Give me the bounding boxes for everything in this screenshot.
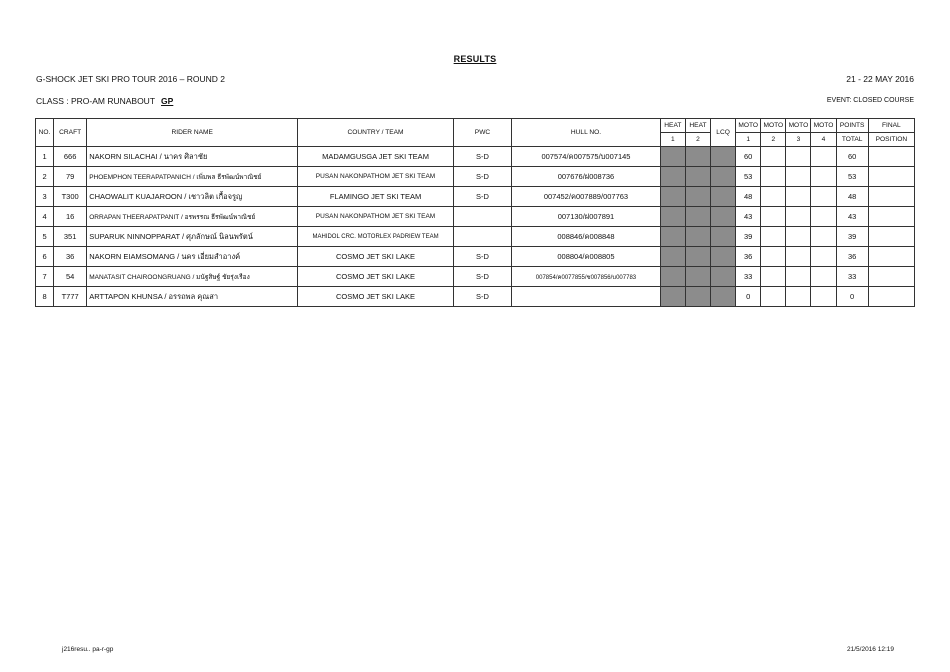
cell-moto-4	[811, 187, 836, 207]
cell-heat-2	[685, 287, 710, 307]
cell-craft: 79	[54, 167, 87, 187]
event-type: EVENT: CLOSED COURSE	[826, 97, 914, 104]
cell-heat-1	[660, 207, 685, 227]
cell-rider: NAKORN EIAMSOMANG / นคร เอี่ยมสำอางค์	[87, 247, 298, 267]
cell-pwc: S-D	[453, 187, 511, 207]
cell-lcq	[711, 267, 736, 287]
cell-lcq	[711, 167, 736, 187]
col-pwc: PWC	[453, 119, 511, 147]
cell-moto-3	[786, 207, 811, 227]
cell-rider: ARTTAPON KHUNSA / อรรถพล คุณสา	[87, 287, 298, 307]
col-moto-4-num: 4	[811, 133, 836, 147]
table-row	[36, 287, 915, 307]
cell-heat-1	[660, 147, 685, 167]
col-lcq: LCQ	[711, 119, 736, 147]
cell-rider: SUPARUK NINNOPPARAT / ศุภลักษณ์ นิลนพรัตน์	[87, 227, 298, 247]
cell-hull: 007854/ค0077855/ช007856/บ007783	[512, 267, 661, 287]
cell-lcq	[711, 227, 736, 247]
cell-lcq	[711, 287, 736, 307]
col-moto-2: MOTO	[761, 119, 786, 133]
header-row-top	[36, 119, 915, 133]
cell-heat-2	[685, 207, 710, 227]
col-moto-2-num: 2	[761, 133, 786, 147]
cell-team: PUSAN NAKONPATHOM JET SKI TEAM	[298, 167, 454, 187]
cell-craft: T777	[54, 287, 87, 307]
cell-no: 4	[36, 207, 54, 227]
cell-team: COSMO JET SKI LAKE	[298, 247, 454, 267]
table-row	[36, 187, 915, 207]
cell-lcq	[711, 147, 736, 167]
cell-final	[868, 267, 914, 287]
cell-total: 0	[836, 287, 868, 307]
cell-total: 39	[836, 227, 868, 247]
cell-no: 2	[36, 167, 54, 187]
cell-total: 36	[836, 247, 868, 267]
cell-craft: 54	[54, 267, 87, 287]
footer-file: j216resu.. pa-r-gp	[62, 646, 114, 653]
cell-lcq	[711, 187, 736, 207]
cell-no: 5	[36, 227, 54, 247]
cell-heat-1	[660, 187, 685, 207]
cell-heat-1	[660, 267, 685, 287]
footer-timestamp: 21/5/2016 12:19	[847, 646, 894, 653]
col-moto-1: MOTO	[736, 119, 761, 133]
table-row	[36, 207, 915, 227]
cell-lcq	[711, 247, 736, 267]
col-final: FINAL	[868, 119, 914, 133]
cell-moto-2	[761, 267, 786, 287]
cell-team: COSMO JET SKI LAKE	[298, 287, 454, 307]
col-heat-2-num: 2	[685, 133, 710, 147]
col-moto-3-num: 3	[786, 133, 811, 147]
cell-total: 53	[836, 167, 868, 187]
cell-team: PUSAN NAKONPATHOM JET SKI TEAM	[298, 207, 454, 227]
cell-no: 7	[36, 267, 54, 287]
cell-moto-4	[811, 247, 836, 267]
cell-pwc: S-D	[453, 167, 511, 187]
cell-hull: 007676/ฝ008736	[512, 167, 661, 187]
cell-total: 60	[836, 147, 868, 167]
cell-heat-2	[685, 227, 710, 247]
col-moto-1-num: 1	[736, 133, 761, 147]
col-heat-1-num: 1	[660, 133, 685, 147]
cell-hull: 008804/ค008805	[512, 247, 661, 267]
cell-final	[868, 247, 914, 267]
cell-no: 8	[36, 287, 54, 307]
cell-moto-4	[811, 227, 836, 247]
cell-lcq	[711, 207, 736, 227]
cell-moto-4	[811, 147, 836, 167]
cell-moto-2	[761, 227, 786, 247]
cell-craft: T300	[54, 187, 87, 207]
cell-pwc	[453, 207, 511, 227]
cell-moto-2	[761, 287, 786, 307]
cell-moto-3	[786, 167, 811, 187]
cell-no: 6	[36, 247, 54, 267]
col-moto-3: MOTO	[786, 119, 811, 133]
cell-total: 43	[836, 207, 868, 227]
cell-heat-2	[685, 167, 710, 187]
cell-no: 3	[36, 187, 54, 207]
col-points: POINTS	[836, 119, 868, 133]
cell-hull	[512, 287, 661, 307]
cell-team: COSMO JET SKI LAKE	[298, 267, 454, 287]
cell-moto-1: 0	[736, 287, 761, 307]
table-row	[36, 267, 915, 287]
results-table	[35, 118, 915, 307]
cell-moto-1: 53	[736, 167, 761, 187]
cell-moto-1: 48	[736, 187, 761, 207]
table-row	[36, 167, 915, 187]
cell-heat-2	[685, 147, 710, 167]
cell-pwc	[453, 227, 511, 247]
cell-pwc: S-D	[453, 267, 511, 287]
results-title: RESULTS	[453, 54, 497, 64]
cell-moto-3	[786, 287, 811, 307]
cell-moto-4	[811, 267, 836, 287]
cell-heat-2	[685, 267, 710, 287]
cell-final	[868, 167, 914, 187]
cell-heat-1	[660, 287, 685, 307]
cell-moto-4	[811, 287, 836, 307]
cell-moto-4	[811, 207, 836, 227]
cell-rider: CHAOWALIT KUAJAROON / เชาวลิต เกื้อจรูญ	[87, 187, 298, 207]
col-rider-name: RIDER NAME	[87, 119, 298, 147]
cell-moto-2	[761, 147, 786, 167]
cell-craft: 36	[54, 247, 87, 267]
cell-total: 48	[836, 187, 868, 207]
cell-moto-2	[761, 207, 786, 227]
cell-moto-3	[786, 227, 811, 247]
cell-moto-3	[786, 247, 811, 267]
col-craft: CRAFT	[54, 119, 87, 147]
cell-moto-1: 33	[736, 267, 761, 287]
cell-moto-3	[786, 267, 811, 287]
col-heat-1: HEAT	[660, 119, 685, 133]
cell-final	[868, 287, 914, 307]
cell-pwc: S-D	[453, 147, 511, 167]
cell-moto-2	[761, 247, 786, 267]
cell-final	[868, 187, 914, 207]
cell-no: 1	[36, 147, 54, 167]
cell-team: MAHIDOL CRC. MOTORLEX PADRIEW TEAM	[298, 227, 454, 247]
cell-heat-2	[685, 247, 710, 267]
cell-heat-2	[685, 187, 710, 207]
cell-heat-1	[660, 167, 685, 187]
col-country-team: COUNTRY / TEAM	[298, 119, 454, 147]
cell-rider: ORRAPAN THEERAPATPANIT / อรพรรณ ธีรพัฒน์พาณิชย์	[87, 207, 298, 227]
col-heat-2: HEAT	[685, 119, 710, 133]
cell-pwc: S-D	[453, 247, 511, 267]
cell-moto-2	[761, 187, 786, 207]
col-final-position: POSITION	[868, 133, 914, 147]
cell-heat-1	[660, 227, 685, 247]
cell-moto-4	[811, 167, 836, 187]
cell-moto-1: 60	[736, 147, 761, 167]
cell-craft: 16	[54, 207, 87, 227]
cell-team: MADAMGUSGA JET SKI TEAM	[298, 147, 454, 167]
col-points-total: TOTAL	[836, 133, 868, 147]
class-line	[36, 96, 173, 106]
table-row	[36, 147, 915, 167]
cell-pwc: S-D	[453, 287, 511, 307]
col-hull-no: HULL NO.	[512, 119, 661, 147]
cell-hull: 007130/ฝ007891	[512, 207, 661, 227]
cell-moto-2	[761, 167, 786, 187]
cell-hull: 007574/ค007575/บ007145	[512, 147, 661, 167]
col-no: NO.	[36, 119, 54, 147]
event-name: G-SHOCK JET SKI PRO TOUR 2016 – ROUND 2	[36, 74, 225, 84]
cell-moto-1: 43	[736, 207, 761, 227]
table-row	[36, 247, 915, 267]
cell-moto-1: 39	[736, 227, 761, 247]
cell-rider: PHOEMPHON TEERAPATPANICH / เพิ่มพล ธีรพัฒน์พาณิชย์	[87, 167, 298, 187]
cell-final	[868, 227, 914, 247]
cell-final	[868, 207, 914, 227]
class-code: GP	[161, 96, 174, 106]
cell-heat-1	[660, 247, 685, 267]
cell-moto-3	[786, 147, 811, 167]
cell-rider: NAKORN SILACHAI / นาคร ศิลาชัย	[87, 147, 298, 167]
cell-total: 33	[836, 267, 868, 287]
event-dates: 21 - 22 MAY 2016	[846, 74, 914, 84]
cell-final	[868, 147, 914, 167]
cell-moto-1: 36	[736, 247, 761, 267]
cell-craft: 666	[54, 147, 87, 167]
class-name: CLASS : PRO-AM RUNABOUT	[36, 96, 156, 106]
cell-rider: MANATASIT CHAIROONGRUANG / มนัฐสิษฐ์ ชัยรุ่งเรือง	[87, 267, 298, 287]
col-moto-4: MOTO	[811, 119, 836, 133]
cell-hull: 007452/ค007889/007763	[512, 187, 661, 207]
cell-hull: 008846/ค008848	[512, 227, 661, 247]
cell-team: FLAMINGO JET SKI TEAM	[298, 187, 454, 207]
cell-craft: 351	[54, 227, 87, 247]
table-row	[36, 227, 915, 247]
cell-moto-3	[786, 187, 811, 207]
